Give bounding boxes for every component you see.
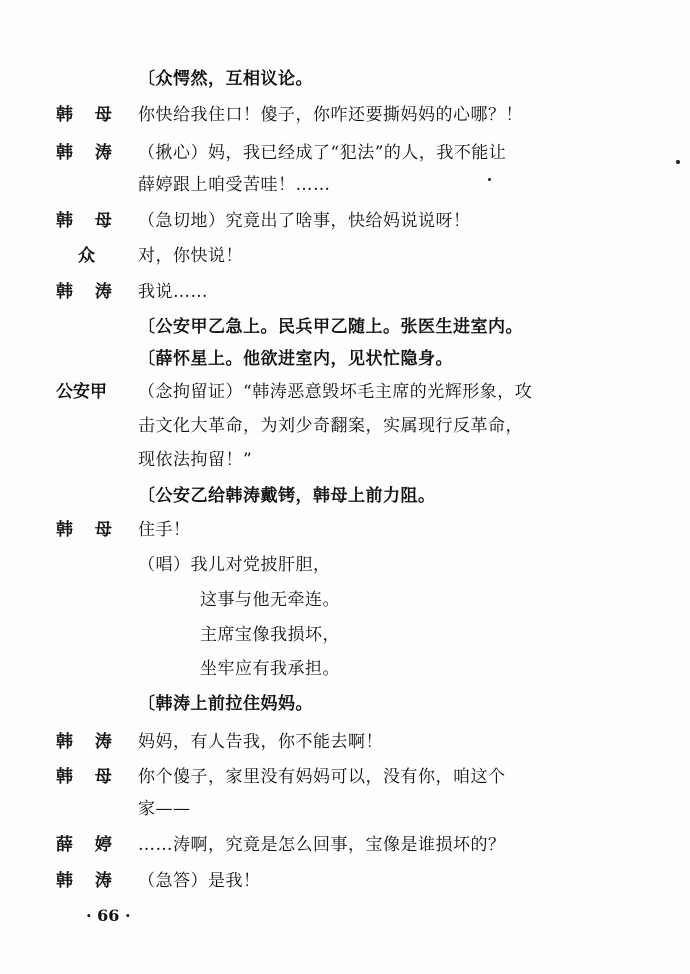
dialogue-line: （揪心）妈，我已经成了“犯法”的人，我不能让 <box>138 143 507 163</box>
song-line: 主席宝像我损坏， <box>200 625 340 645</box>
speaker-label: 韩 涛 <box>56 282 120 302</box>
dialogue-line: 现依法拘留！” <box>138 450 253 470</box>
dialogue-line: 妈妈，有人告我，你不能去啊！ <box>138 732 383 752</box>
speaker-label: 韩 涛 <box>56 732 120 752</box>
stage-direction: 〔韩涛上前拉住妈妈。 <box>138 694 313 714</box>
dialogue-line: 住手！ <box>138 520 191 540</box>
dialogue-line: （急切地）究竟出了啥事，快给妈说说呀！ <box>138 211 471 231</box>
speaker-label: 韩 涛 <box>56 871 120 891</box>
speaker-label: 韩 母 <box>56 105 120 125</box>
song-line: （唱）我儿对党披肝胆， <box>138 555 331 575</box>
stage-direction: 〔众愕然，互相议论。 <box>138 69 313 89</box>
speaker-label: 韩 母 <box>56 211 120 231</box>
stage-direction: 〔公安甲乙急上。民兵甲乙随上。张医生进室内。 <box>138 317 523 337</box>
speaker-label: 韩 母 <box>56 767 120 787</box>
dialogue-line: ……涛啊，究竟是怎么回事，宝像是谁损坏的？ <box>138 835 506 855</box>
page-number: · 66 · <box>86 906 131 925</box>
dialogue-line: 你快给我住口！傻子，你咋还要撕妈妈的心哪？！ <box>138 105 523 125</box>
speaker-label: 薛 婷 <box>56 835 120 855</box>
dialogue-line: 你个傻子，家里没有妈妈可以，没有你，咱这个 <box>138 767 506 787</box>
stage-direction: 〔公安乙给韩涛戴铐，韩母上前力阻。 <box>138 486 436 506</box>
dialogue-line: 薛婷跟上咱受苦哇！…… <box>138 175 331 195</box>
scan-speck <box>488 178 491 181</box>
dialogue-line: （念拘留证）“韩涛恶意毁坏毛主席的光辉形象，攻 <box>138 382 533 402</box>
song-line: 这事与他无牵连。 <box>200 590 340 610</box>
speaker-label: 公安甲 <box>56 382 107 402</box>
speaker-label: 韩 母 <box>56 520 120 540</box>
speaker-label: 韩 涛 <box>56 143 120 163</box>
dialogue-line: 对，你快说！ <box>138 246 243 266</box>
dialogue-line: （急答）是我！ <box>138 871 261 891</box>
speaker-label: 众 <box>78 246 103 266</box>
dialogue-line: 击文化大革命，为刘少奇翻案，实属现行反革命， <box>138 416 523 436</box>
scan-speck <box>676 160 680 164</box>
dialogue-line: 我说…… <box>138 282 208 302</box>
song-line: 坐牢应有我承担。 <box>200 659 340 679</box>
stage-direction: 〔薛怀星上。他欲进室内，见状忙隐身。 <box>138 349 453 369</box>
dialogue-line: 家—— <box>138 799 191 819</box>
